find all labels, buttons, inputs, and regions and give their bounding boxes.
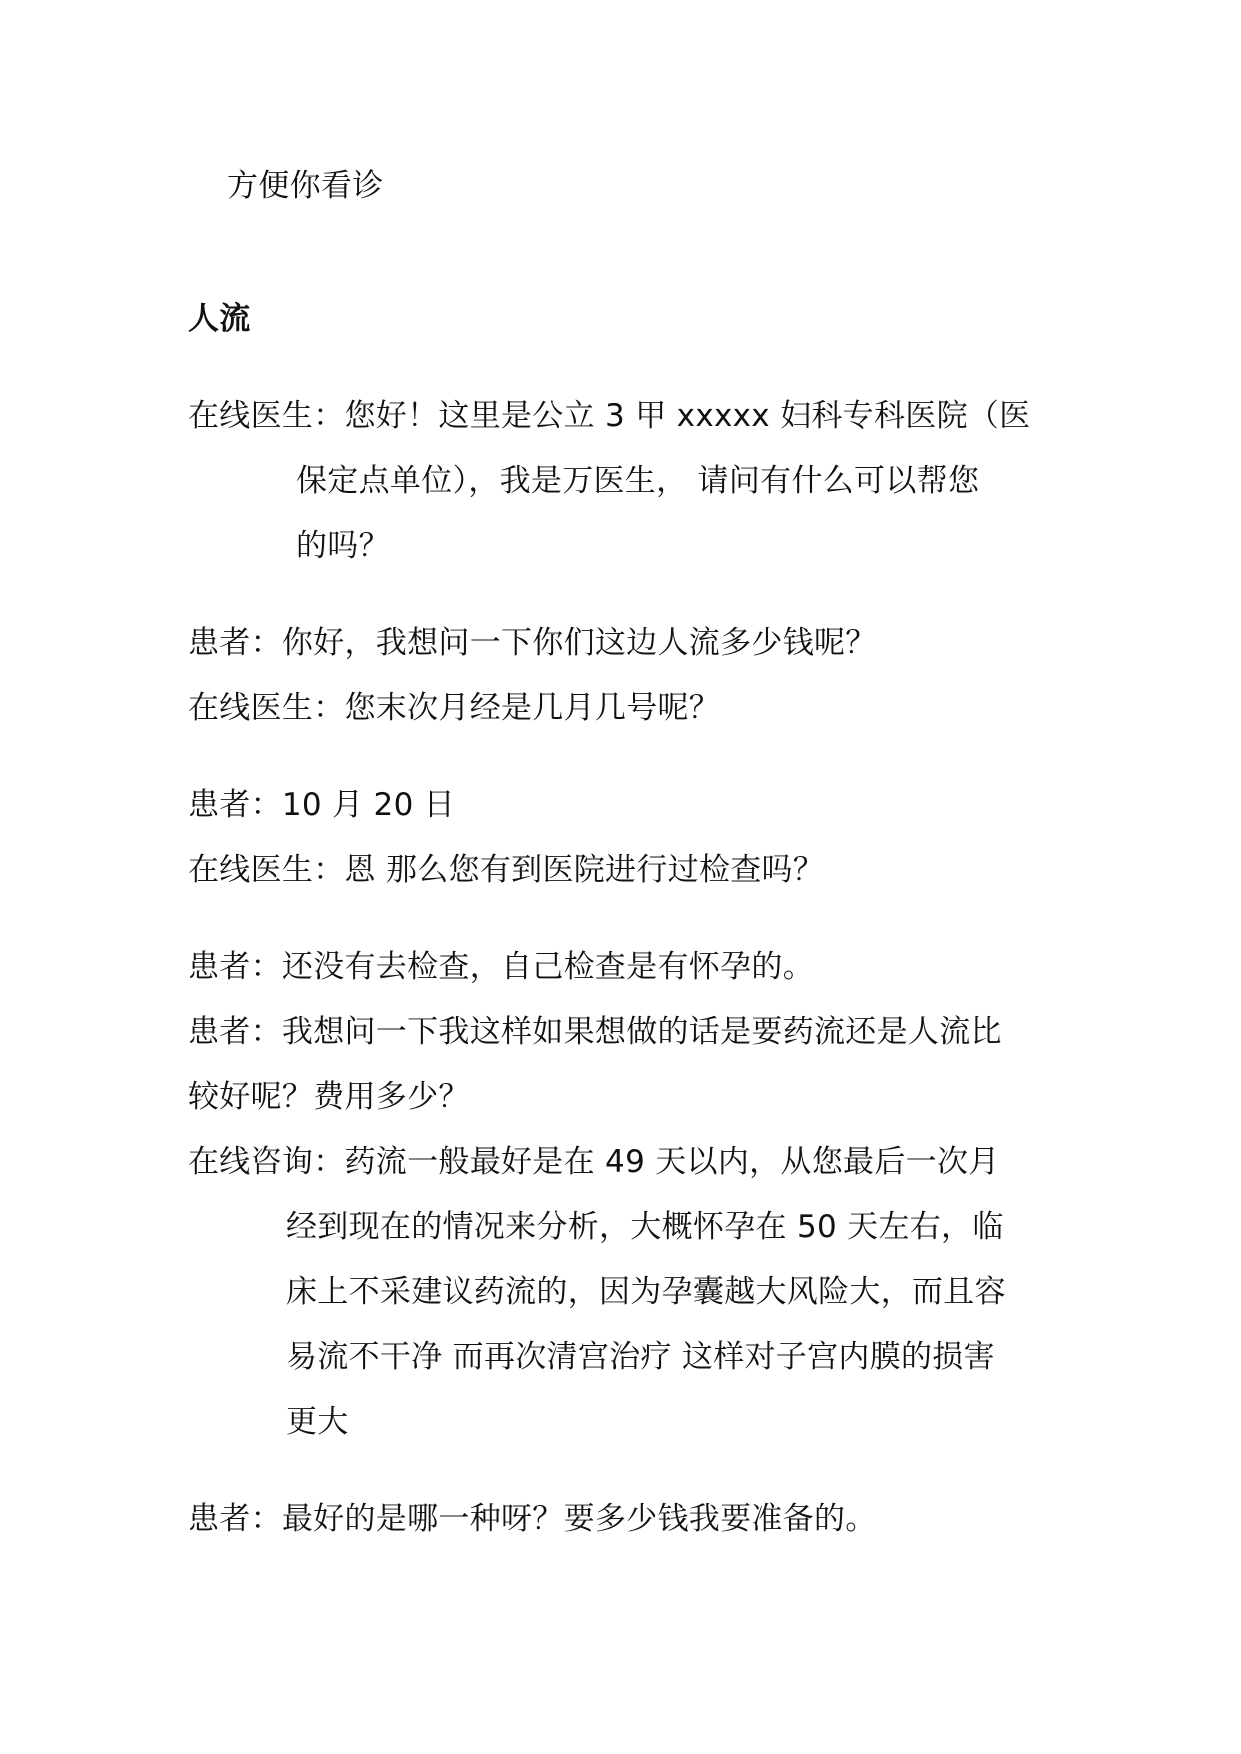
section-title: 人流 — [188, 301, 251, 337]
intro-fragment: 方便你看诊 — [227, 168, 384, 204]
dialogue-line: 在线医生：恩 那么您有到医院进行过检查吗？ — [188, 852, 825, 888]
dialogue-line: 更大 — [286, 1404, 349, 1440]
dialogue-line: 易流不干净 而再次清宫治疗 这样对子宫内膜的损害 — [286, 1339, 995, 1375]
dialogue-line: 经到现在的情况来分析，大概怀孕在 50 天左右，临 — [286, 1209, 1004, 1245]
dialogue-line: 患者：你好，我想问一下你们这边人流多少钱呢？ — [188, 625, 877, 661]
dialogue-line: 的吗？ — [296, 528, 390, 564]
dialogue-line: 在线医生：您好！这里是公立 3 甲 xxxxx 妇科专科医院（医 — [188, 398, 1031, 434]
dialogue-line: 患者：最好的是哪一种呀？要多少钱我要准备的。 — [188, 1501, 877, 1537]
dialogue-line: 在线医生：您末次月经是几月几号呢？ — [188, 690, 721, 726]
dialogue-line: 床上不采建议药流的，因为孕囊越大风险大，而且容 — [286, 1274, 1006, 1310]
dialogue-line: 患者：10 月 20 日 — [188, 787, 456, 823]
dialogue-line: 患者：我想问一下我这样如果想做的话是要药流还是人流比 — [188, 1014, 1002, 1050]
dialogue-line: 在线咨询：药流一般最好是在 49 天以内，从您最后一次月 — [188, 1144, 1000, 1180]
dialogue-line: 患者：还没有去检查，自己检查是有怀孕的。 — [188, 949, 814, 985]
dialogue-line: 较好呢？费用多少？ — [188, 1079, 470, 1115]
dialogue-line: 保定点单位），我是万医生， 请问有什么可以帮您 — [296, 463, 980, 499]
